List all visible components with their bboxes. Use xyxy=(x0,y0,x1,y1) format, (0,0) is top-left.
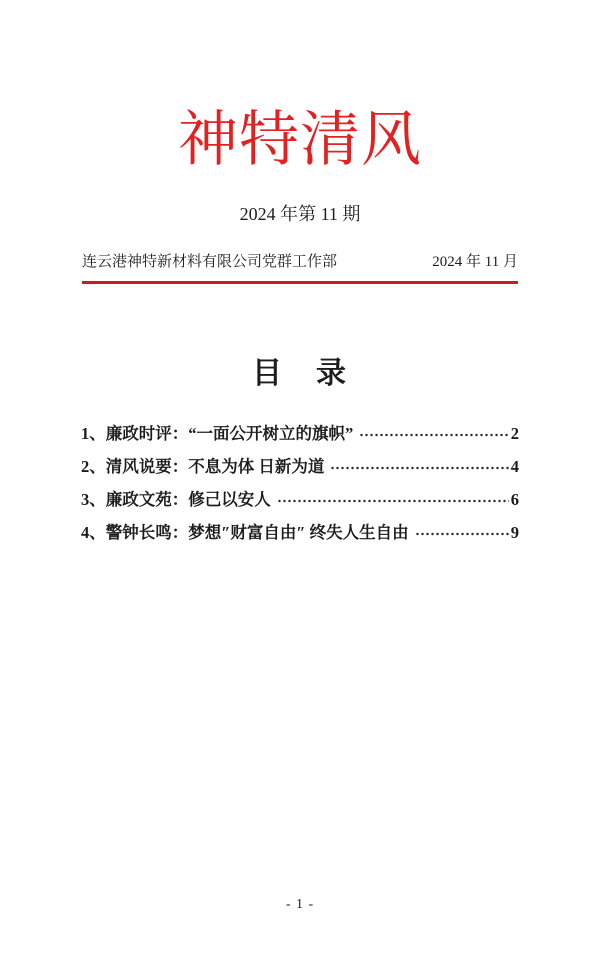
toc-heading: 目 录 xyxy=(252,356,348,390)
toc-leader-dots xyxy=(276,489,509,511)
toc-item-page: 4 xyxy=(510,456,519,476)
masthead-info-row xyxy=(82,252,518,272)
toc-item xyxy=(81,456,519,478)
toc-item-label: 1、廉政时评：“一面公开树立的旗帜” xyxy=(81,423,354,443)
toc-leader-dots xyxy=(414,522,509,544)
issue-number: 2024 年第 11 期 xyxy=(239,204,361,224)
toc-item-page: 2 xyxy=(510,423,519,443)
toc-item-page: 6 xyxy=(510,489,519,509)
publication-date: 2024 年 11 月 xyxy=(432,253,518,270)
toc-item xyxy=(81,522,519,544)
toc-leader-dots xyxy=(329,456,508,478)
newsletter-title: 神特清风 xyxy=(178,107,422,173)
toc-leader-dots xyxy=(358,423,509,445)
newsletter-cover-page xyxy=(0,107,600,959)
toc-item-page: 9 xyxy=(510,522,519,542)
toc-item-label: 2、清风说要：不息为体 日新为道 xyxy=(81,456,325,476)
masthead-rule xyxy=(82,281,518,284)
publisher-name: 连云港神特新材料有限公司党群工作部 xyxy=(82,253,338,270)
toc-item xyxy=(81,489,519,511)
toc-item xyxy=(81,423,519,445)
toc-item-label: 3、廉政文苑：修己以安人 xyxy=(81,489,271,509)
page-number-footer: - 1 - xyxy=(285,897,315,912)
toc-item-label: 4、警钟长鸣：梦想″财富自由″ 终失人生自由 xyxy=(81,522,409,542)
toc-list xyxy=(81,423,519,544)
